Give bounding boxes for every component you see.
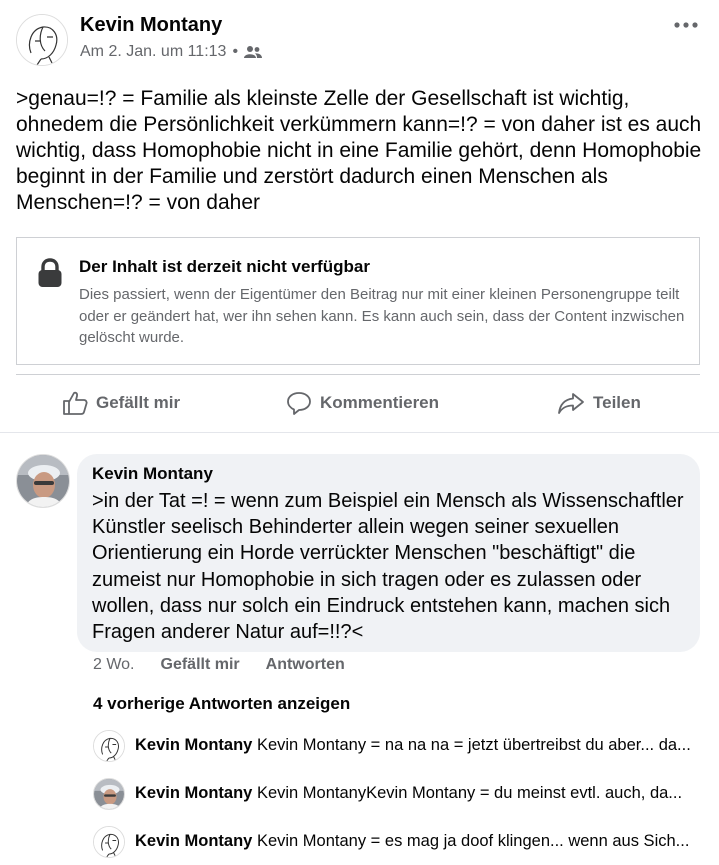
unavailable-content-card	[16, 237, 700, 365]
post-action-bar	[16, 376, 700, 430]
divider	[16, 374, 700, 375]
reply-line	[135, 784, 700, 803]
profile-photo-icon	[17, 455, 70, 508]
reply-avatar[interactable]	[93, 826, 125, 858]
comment-text: >in der Tat =! = wenn zum Beispiel ein Mensch als Wissenschaftler Künstler seelisch Behinderter allein wegen seiner sexuellen Orientierung ein Horde verrückter Menschen "beschäftigt" die zumeist nur Homophobie in sich tragen oder es zulassen oder wollen, dass nur solch ein Eindruck entstehen kann, machen sich Fragen anderer Natur auf=!!?<	[92, 490, 684, 644]
reply-avatar[interactable]	[93, 730, 125, 762]
meta-separator: •	[232, 43, 239, 60]
reply-line	[135, 736, 700, 755]
comment-actions	[93, 656, 345, 674]
unavailable-title: Der Inhalt ist derzeit nicht verfügbar	[79, 257, 370, 276]
comment-like-button[interactable]: Gefällt mir	[160, 656, 240, 673]
comment-icon	[286, 390, 312, 416]
sketch-portrait-icon	[17, 15, 68, 66]
more-dots-icon	[674, 22, 698, 28]
post-header	[16, 10, 706, 70]
like-label: Gefällt mir	[96, 393, 181, 412]
comment-author-name[interactable]: Kevin Montany	[92, 464, 213, 483]
reply-text: Kevin Montany = es mag ja doof klingen... wenn aus Sich...	[256, 832, 690, 850]
reply-line	[135, 832, 700, 851]
lock-icon	[37, 258, 63, 288]
author-avatar[interactable]	[16, 14, 68, 66]
comment-reply-button[interactable]: Antworten	[265, 656, 345, 673]
reply-item[interactable]	[93, 730, 703, 764]
sketch-portrait-icon	[94, 827, 125, 858]
more-options-button[interactable]	[666, 10, 706, 38]
reply-author[interactable]: Kevin Montany	[135, 784, 253, 802]
sketch-portrait-icon	[94, 731, 125, 762]
share-icon	[557, 390, 585, 416]
post-date[interactable]: Am 2. Jan. um 11:13	[80, 43, 227, 60]
reply-item[interactable]	[93, 826, 703, 860]
reply-text: Kevin Montany = na na na = jetzt übertreibst du aber... da...	[256, 736, 691, 754]
comment-label: Kommentieren	[320, 393, 440, 412]
comment-bubble	[77, 454, 700, 652]
commenter-avatar[interactable]	[16, 454, 70, 508]
friends-icon	[244, 45, 262, 59]
reply-author[interactable]: Kevin Montany	[135, 736, 253, 754]
reply-text: Kevin MontanyKevin Montany = du meinst evtl. auch, da...	[256, 784, 683, 802]
reply-author[interactable]: Kevin Montany	[135, 832, 253, 850]
comment-button[interactable]	[286, 376, 439, 430]
post-text: >genau=!? = Familie als kleinste Zelle der Gesellschaft ist wichtig, ohnedem die Persönlichkeit verkümmern kann=!? = von daher ist es auch wichtig, dass Homophobie nicht in eine Familie gehört, denn Homophobie beginnt in der Familie und zerstört dadurch einen Menschen als Menschen=!? = von daher	[16, 87, 702, 214]
like-button[interactable]	[62, 376, 180, 430]
reply-item[interactable]	[93, 778, 703, 812]
share-label: Teilen	[593, 393, 641, 412]
share-button[interactable]	[557, 376, 641, 430]
profile-photo-icon	[94, 779, 125, 810]
section-divider	[0, 432, 719, 433]
post-author-name[interactable]: Kevin Montany	[80, 14, 223, 36]
previous-replies-link[interactable]: 4 vorherige Antworten anzeigen	[93, 694, 351, 713]
thumbs-up-icon	[62, 390, 88, 416]
reply-avatar[interactable]	[93, 778, 125, 810]
unavailable-body: Dies passiert, wenn der Eigentümer den Beitrag nur mit einer kleinen Personengruppe teilt oder er geändert hat, wer ihn sehen kann. Es kann auch sein, dass der Content inzwischen gelöscht wurde.	[79, 286, 685, 346]
comment-age[interactable]: 2 Wo.	[93, 656, 135, 673]
post-meta	[80, 43, 262, 61]
